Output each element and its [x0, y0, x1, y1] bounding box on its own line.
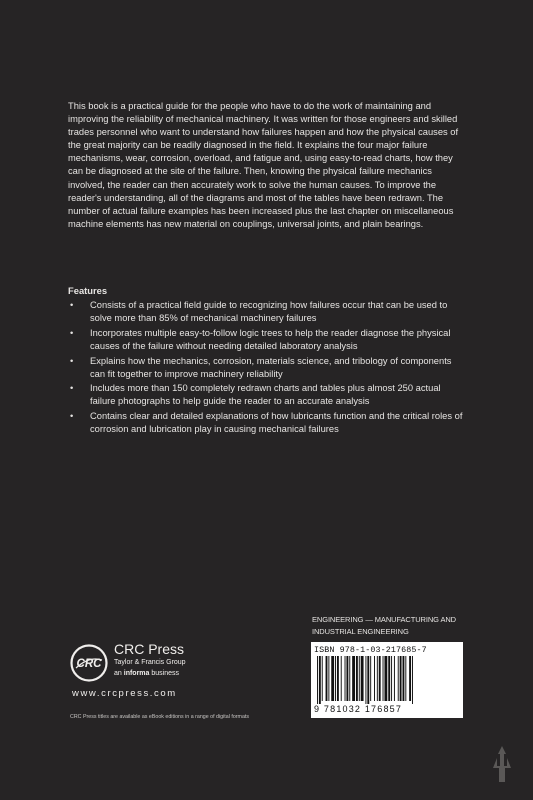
barcode-bar: [398, 656, 399, 701]
bullet-icon: •: [70, 327, 74, 338]
barcode-bar: [359, 656, 360, 701]
bullet-icon: •: [70, 383, 74, 394]
ebook-note: CRC Press titles are available as eBook editions in a range of digital formats: [70, 714, 250, 720]
barcode-bar: [335, 656, 336, 701]
barcode-bar: [367, 656, 369, 704]
subject-category: ENGINEERING — MANUFACTURING AND INDUSTRIAL ENGINEERING: [312, 615, 456, 636]
feature-text: Contains clear and detailed explanations of how lubricants function and the critical roles of corrosion and lubrication play in causing mechanical failures: [90, 411, 463, 435]
logo-text: CRC: [76, 658, 102, 670]
barcode-bar: [319, 656, 321, 704]
barcode-bar: [412, 656, 413, 704]
barcode-bar: [322, 656, 323, 701]
fsc-mark-icon: [491, 744, 513, 784]
barcode-bar: [341, 656, 342, 701]
barcode-bar: [403, 656, 405, 701]
barcode-bar: [349, 656, 350, 701]
barcode-bars: [317, 656, 457, 704]
book-description: This book is a practical guide for the people who have to do the work of maintaining and improving the reliability of mechanical machinery. It was written for those engineers and skilled trades personnel who want to understand how failures happen and how the physical causes of the great majority can be readily diagnosed in the field. It explains the four major failure mechanisms, wear, corrosion, overload, and fatigue and, using easy-to-read charts, how they can be diagnosed at the site of the failure. Then, knowing the physical failure mechanics involved, the reader can then accurately work to solve the human causes. To improve the reader's understanding, all of the diagrams and most of the tables have been redrawn. The number of actual failure examples has been increased plus the last chapter on miscellaneous machine elements has new material on couplings, universal joints, and plain bearings.: [68, 101, 459, 229]
publisher-url[interactable]: www.crcpress.com: [72, 688, 177, 699]
barcode-bar: [370, 656, 371, 701]
feature-item: [68, 355, 468, 381]
publisher-block: [70, 641, 230, 701]
barcode-bar: [352, 656, 355, 701]
barcode-bar: [374, 656, 375, 701]
feature-item: [68, 382, 468, 408]
barcode-bar: [384, 656, 387, 701]
barcode-bar: [377, 656, 378, 701]
barcode-bar: [337, 656, 339, 701]
barcode-bar: [326, 656, 328, 701]
barcode-bar: [379, 656, 381, 701]
barcode-bar: [388, 656, 390, 701]
barcode-bar: [361, 656, 364, 701]
barcode-bar: [346, 656, 348, 701]
barcode-bar: [400, 656, 402, 701]
isbn-barcode: [311, 642, 463, 718]
barcode-bar: [405, 656, 406, 701]
barcode-bar: [356, 656, 358, 701]
bullet-icon: •: [70, 355, 74, 366]
barcode-bar: [391, 656, 392, 701]
barcode-bar: [394, 656, 395, 701]
features-list: [68, 299, 468, 438]
bullet-icon: •: [70, 411, 74, 422]
barcode-bar: [383, 656, 384, 701]
barcode-bar: [331, 656, 334, 701]
crc-press-logo-icon: [70, 644, 108, 682]
feature-text: Consists of a practical field guide to recognizing how failures occur that can be used to solve more than 85% of mechanical machinery failures: [90, 300, 448, 323]
barcode-digits: 9 781032 176857: [314, 704, 403, 714]
publisher-group: Taylor & Francis Group: [114, 659, 186, 666]
feature-text: Includes more than 150 completely redrawn charts and tables plus almost 250 actual failure photographs to help guide the reader to an accurate analysis: [90, 383, 441, 407]
feature-item: [68, 327, 468, 353]
publisher-name: CRC Press: [114, 641, 185, 657]
barcode-bar: [409, 656, 411, 701]
barcode-bar: [345, 656, 346, 701]
publisher-business: an informa business: [114, 670, 180, 677]
feature-item: [68, 410, 468, 436]
bullet-icon: •: [70, 300, 74, 310]
barcode-bar: [328, 656, 329, 701]
feature-item: [68, 299, 468, 325]
features-heading: Features: [68, 285, 108, 296]
isbn-text: ISBN 978-1-03-217685-7: [314, 645, 427, 655]
barcode-bar: [317, 656, 318, 704]
barcode-bar: [365, 656, 366, 704]
feature-text: Explains how the mechanics, corrosion, materials science, and tribology of components can fit together to improve machinery reliability: [90, 355, 452, 379]
feature-text: Incorporates multiple easy-to-follow logic trees to help the reader diagnose the physical causes of the failure without needing detailed laboratory analysis: [90, 327, 451, 351]
